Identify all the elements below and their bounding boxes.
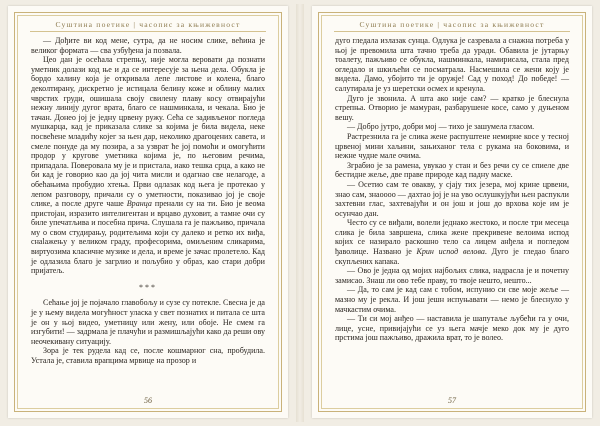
paragraph: — Осетио сам те овакву, у сјају тих језера, мој крине црвени, знао сам, знаоооо — дахтао јој је на уво ослушкујући њен распукли захтевни глас, захтевајући и он још и још до врхова које им је осунчао дан. — [335, 179, 569, 218]
paragraph — [335, 218, 569, 266]
italic-title: Крин испод велова — [416, 247, 485, 257]
page-number: 56 — [144, 396, 152, 405]
paragraph: — Да, то сам је кад сам с тобом, испунио си све моје жеље — мазно му је рекла. И још јешн испуњавати — немо је блеснуло у мачкастим очима. — [335, 285, 569, 314]
paragraph: Зора је тек рудела кад се, после кошмарног сна, пробудила. Устала је, ставила врапцима мрвице на прозор и — [31, 346, 265, 365]
left-page-body — [31, 36, 265, 366]
paragraph-text: Цео дан је осећала стрепњу, није могла веровати да познати уметник долази код ње и да се интересује за њена дела. Обукла је бордо халину која је откривала лепе листове и колена, благо деколтирану, дискретно је истицала белину коже и облину малих чврстих груди, ошишала своју свилену плаву косу отвирајући нежну линију дугог врата, благо се нашминкала, и чекала. Био је тачан. Донео јој је једну црвену ружу. Сећа се задивљеног погледа мушкарца, кад је приказала слике за којима је била видела, неке посвећене младићу којег за њен дар, неколико драгоцених савета, и смеле понуде да му позира, а за узврат ће јој помоћи и омогућити продор у кругове уметника којима је, по његовим речима, припадала. Поверовала му је и пристала, иако тешка срца, а како не би кад је говорио као да јој чита мисли и одагнао све нелагоде, а обећањима пробудио хтења. Први одлазак код њега је протекао у лепом разговору, причали су о уметности, показивао јој је своје слике, а после друге чаше — [31, 55, 265, 209]
header-rule — [30, 31, 266, 32]
book-gutter — [296, 4, 304, 422]
paragraph: — Ти си мој анђео — наставила је шапутаље љубећи га у очи, лице, усне, привијајући се уз њега мачје меко док му је дуго прстима још пажљиво, дражила врат, то је волео. — [335, 314, 569, 343]
paragraph: — Добро јутро, добри мој — тихо је зашумела гласом. — [347, 122, 535, 132]
paragraph: — Ово је једна од мојих најбољих слика, надрасла је и почетну замисао. Знаш ли ово тебе праву, то твоје нешто, нешто... — [335, 266, 569, 285]
left-page — [8, 6, 288, 418]
page-number: 57 — [448, 396, 456, 405]
right-page-body — [335, 36, 569, 343]
paragraph: — Дођите ви код мене, сутра, да не носим слике, већина је великог формата — сва узбуђена ја позвала. — [31, 36, 265, 55]
paragraph-text: Дуго је гледао благо скупљених капака. — [335, 247, 569, 266]
paragraph-text: пренали су на ти. Био је веома пристојан, изразито интелигентан и врцаво духовит, а тамне очи су биле упечатљива и посебна причa. Слушала га је пажљиво, причала му о свом студирању, родитељима који су далеко и ретко их виђа, снalажењу у великом граду, професорима, омиљеним сликарима, виртуозима класичне музике и дела, и време је зачас пролетело. Кад је одлазила благо је загрлио и пољубио у образ, као стари добри пријатељ. — [31, 199, 265, 276]
paragraph: Сећање јој је појачало главобољу и сузе су потекле. Свесна је да је у њему видела могућност уласка у свет познатих и питала се шта је он у њој видео, уметницу или жену, или обоје. Не смем га изгубити! — задрмала је плачући и размишљајући како да реши ову неочекивану ситуацију. — [31, 298, 265, 346]
paragraph — [31, 55, 265, 276]
italic-title: Вранца — [126, 199, 152, 209]
paragraph: дуго гледала излазак сунца. Одлука је сазревала а снажна потреба у њој је превомила шта тачно треба да уради. Обавила је јутарњу тоалету, пажљиво се обукла, нашминкала, намирисала, стала пред огледало и шкиљећи се посматрала. Насмешила се жени коју је видела. Дамо, убојито ти је оружје! Сад у поход! До победе! — салутирала је уз шеретски осмех и кренула. — [335, 36, 569, 93]
punctuation: . — [484, 247, 487, 257]
running-head: Суштина поетике | часопис за књижевност — [359, 20, 545, 29]
paragraph: Зграбио је за рамена, увукао у стан и без речи су се спиеле две бестидне жеље, две праве природе кад падну маске. — [335, 160, 569, 180]
right-page — [312, 6, 592, 418]
paragraph-text: Често су се виђали, волели једнако жестоко, и после три месеца слика је била завршена, слика жене прекривене велоима испод којих се назирало раскошно тело са лицем анђела и погледом ђаволице. Названо је — [335, 218, 569, 257]
paragraph: Дуго је звонила. А шта ако није сам? — кратко је блеснула стрепња. Отворио је мамуран, разбарушене косе, само у дуњеном вешу. — [335, 93, 569, 122]
header-rule — [334, 31, 570, 32]
section-break: *** — [139, 282, 157, 292]
paragraph: Растрезнила га је слика жене распуштене немирне косе у тесној црвеној мини хаљини, зањиханог тела с рукама на боковима, и нежне чудне мале очима. — [335, 131, 569, 161]
running-head: Суштина поетике | часопис за књижевност — [55, 20, 241, 29]
